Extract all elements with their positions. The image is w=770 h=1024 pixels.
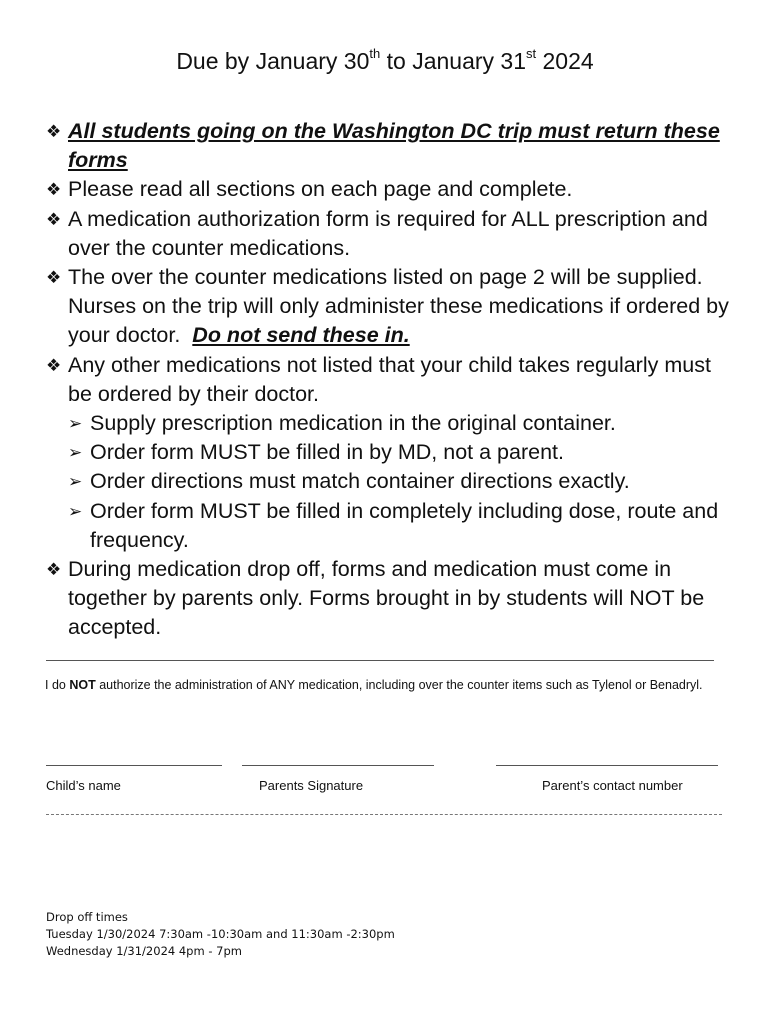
sub-bullet-item bbox=[46, 438, 736, 467]
arrow-bullet-icon: ➢ bbox=[68, 443, 83, 463]
sub-bullet-text: Order form MUST be filled in by MD, not a parent. bbox=[90, 440, 564, 465]
do-not-send-emphasis: Do not send these in. bbox=[192, 323, 410, 348]
bullet-item bbox=[46, 175, 736, 204]
heading-sup-th: th bbox=[369, 46, 381, 62]
parent-contact-field[interactable] bbox=[496, 765, 718, 766]
bullet-item bbox=[46, 117, 736, 175]
bullet-text: During medication drop off, forms and medication must come in together by parents only. Forms brought in by students will NOT be accepted. bbox=[68, 557, 705, 640]
dropoff-times bbox=[46, 909, 395, 960]
bullet-text: Any other medications not listed that your child takes regularly must be ordered by their doctor. bbox=[68, 352, 711, 406]
arrow-bullet-icon: ➢ bbox=[68, 501, 83, 521]
arrow-bullet-icon: ➢ bbox=[68, 472, 83, 492]
arrow-bullet-icon: ➢ bbox=[68, 414, 83, 434]
bullet-item bbox=[46, 555, 736, 643]
diamond-bullet-icon: ❖ bbox=[46, 209, 62, 229]
parent-signature-label: Parents Signature bbox=[259, 778, 364, 793]
bullet-item bbox=[46, 205, 736, 263]
section-divider bbox=[46, 660, 714, 661]
heading-pre: Due by January 30 bbox=[176, 48, 370, 74]
diamond-bullet-icon: ❖ bbox=[46, 560, 62, 580]
dropoff-line-wednesday: Wednesday 1/31/2024 4pm - 7pm bbox=[46, 944, 242, 958]
dashed-divider bbox=[46, 814, 722, 815]
diamond-bullet-icon: ❖ bbox=[46, 180, 62, 200]
consent-post: authorize the administration of ANY medication, including over the counter items such as Tylenol or Benadryl. bbox=[95, 678, 703, 692]
sub-bullet-item bbox=[46, 467, 736, 496]
diamond-bullet-icon: ❖ bbox=[46, 122, 62, 141]
diamond-bullet-icon: ❖ bbox=[46, 355, 62, 375]
bullet-item bbox=[46, 263, 736, 351]
bullet-text: A medication authorization form is required for ALL prescription and over the counter medications. bbox=[68, 206, 708, 260]
heading-post: 2024 bbox=[536, 48, 594, 74]
sub-bullet-item bbox=[46, 409, 736, 438]
consent-not: NOT bbox=[69, 678, 96, 692]
bullet-text: All students going on the Washington DC trip must return these forms bbox=[68, 119, 720, 173]
dropoff-title: Drop off times bbox=[46, 910, 128, 924]
instruction-list bbox=[46, 117, 736, 643]
heading-mid: to January 31 bbox=[380, 48, 526, 74]
parent-signature-field[interactable] bbox=[242, 765, 434, 766]
diamond-bullet-icon: ❖ bbox=[46, 268, 62, 288]
parent-contact-label: Parent’s contact number bbox=[542, 778, 683, 793]
dropoff-line-tuesday: Tuesday 1/30/2024 7:30am -10:30am and 11:30am -2:30pm bbox=[46, 927, 395, 941]
sub-bullet-text: Order form MUST be filled in completely including dose, route and frequency. bbox=[90, 498, 719, 552]
child-name-field[interactable] bbox=[46, 765, 222, 766]
consent-pre: I do bbox=[45, 678, 70, 692]
heading-sup-st: st bbox=[526, 46, 537, 62]
sub-bullet-item bbox=[46, 497, 736, 555]
bullet-text: The over the counter medications listed on page 2 will be supplied. Nurses on the trip will only administer these medications if ordered by your doctor. bbox=[68, 265, 729, 348]
sub-bullet-text: Order directions must match container directions exactly. bbox=[90, 469, 630, 494]
bullet-item bbox=[46, 351, 736, 409]
consent-statement bbox=[45, 677, 735, 694]
child-name-label: Child’s name bbox=[46, 778, 121, 793]
due-date-heading bbox=[0, 48, 770, 75]
sub-bullet-text: Supply prescription medication in the original container. bbox=[90, 411, 616, 436]
bullet-text: Please read all sections on each page and complete. bbox=[68, 177, 573, 202]
